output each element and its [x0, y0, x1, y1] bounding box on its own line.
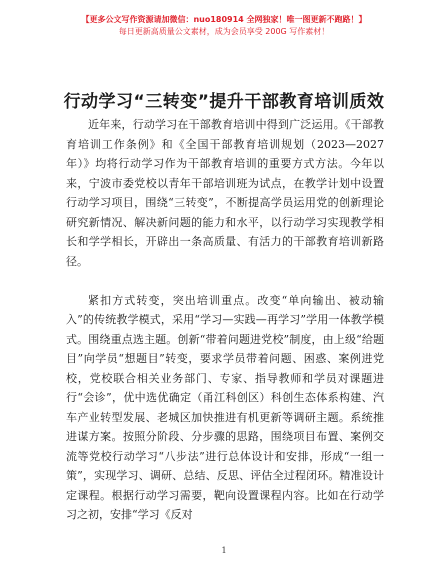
document-body [66, 115, 384, 525]
promo-banner-line1: 【更多公文写作资源请加微信：nuo180914 全网独家！唯一图更新不跑路！】 [81, 15, 367, 24]
promo-banner-line2: 每日更新高质量公文素材，成为会员享受 200G 写作素材！ [118, 27, 330, 36]
paragraph-intro: 近年来，行动学习在干部教育培训中得到广泛运用。《干部教育培训工作条例》和《全国干部教育培训规划（2023—2027年）》均将行动学习作为干部教育培训的重要方式方法。今年以来，宁波市委党校以青年干部培训班为试点，在教学计划中设置行动学习项目，围绕“三转变”，不断提高学员运用党的创新理论研究新情况、解决新问题的能力和水平，以行动学习实现教学相长和学学相长，开辟出一条高质量、有活力的干部教育培训新路径。 [66, 118, 384, 268]
document-title: 行动学习“三转变”提升干部教育培训质效 [63, 92, 385, 112]
page-number: 1 [221, 546, 227, 555]
paragraph-method-change: 紧扣方式转变，突出培训重点。改变“单向输出、被动输入”的传统教学模式，采用“学习—实践—再学习”学用一体教学模式。围绕重点选主题。创新“带着问题进党校”制度，由上级“给题目”向学员“想题目”转变，要求学员带着问题、困惑、案例进党校，党校联合相关业务部门、专家、指导教师和学员对课题进行“会诊”，优中选优确定（甬江科创区）科创生态体系构建、汽车产业转型发展、老城区加快推进有机更新等调研主题。系统推进谋方案。按照分阶段、分步骤的思路，围绕项目布置、案例交流等党校行动学习“八步法”进行总体设计和安排，形成“一组一策”，实现学习、调研、总结、反思、评估全过程闭环。精准设计定课程。根据行动学习需要，靶向设置课程内容。比如在行动学习之初，安排“学习《反对 [66, 293, 384, 521]
promo-banner [0, 14, 448, 38]
